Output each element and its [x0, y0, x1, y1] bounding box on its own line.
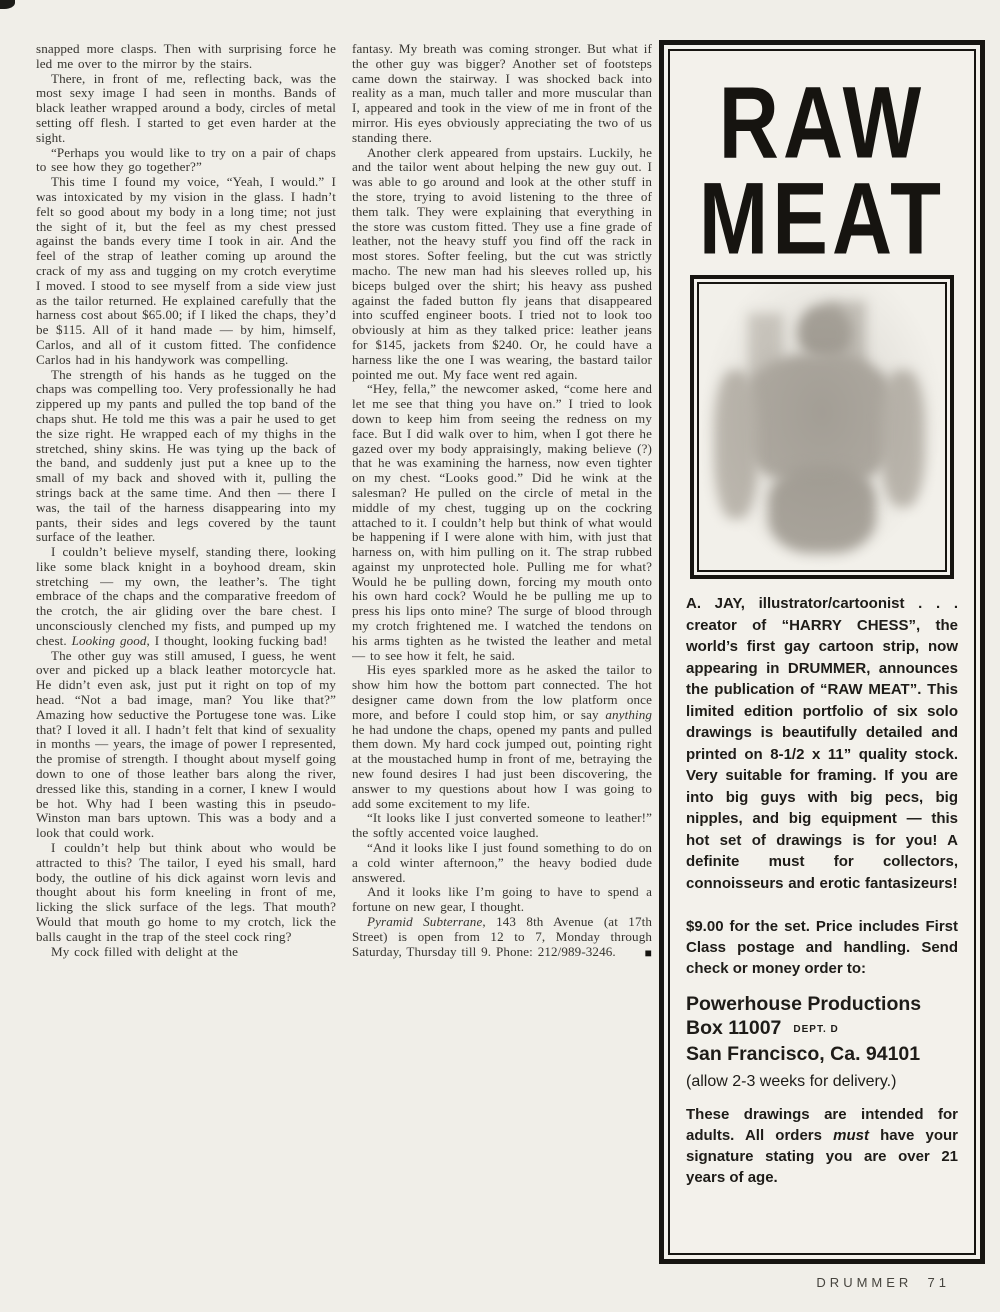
sketch-shading — [699, 284, 945, 570]
text-run: I couldn’t believe myself, standing there, looking like some black knight in a boyhood dream, skin stretching — my own, the leather’s. The tight embrace of the chaps and the comparative freedom of the crotch, the air gliding over the bare chest. I unconsciously clenched my fists, and pumped up my chest. — [36, 544, 336, 648]
text-run: , 143 8th Avenue (at 17th Street) is open from 12 to 7, Monday through Saturday, Thursday till 9. Phone: 212/989-3246. — [352, 914, 652, 959]
paragraph — [352, 382, 652, 663]
ad-address-block — [686, 992, 958, 1092]
text-run: His eyes sparkled more as he asked the tailor to show him how the bottom part connected. The hot designer came down from the low platform once more, and before I could stop him, or say — [352, 662, 652, 722]
text-run: I couldn’t help but think about who would be attracted to this? The tailor, I eyed his small, hard body, the outline of his dick against worn levis and thought about his form kneeling in front of me, licking the slick surface of the legs. That mouth? Would that mouth go home to my crotch, lick the balls caught in the trap of the steel cock ring? — [36, 840, 336, 944]
paragraph — [352, 42, 652, 146]
paragraph — [36, 42, 336, 72]
ad-dept-label: DEPT. D — [793, 1024, 839, 1035]
text-run: snapped more clasps. Then with surprising force he led me over to the mirror by the stairs. — [36, 42, 336, 71]
raw-meat-ad — [659, 40, 985, 1264]
italic-text-run: anything — [605, 706, 652, 722]
text-run: “Perhaps you would like to try on a pair of chaps to see how they go together?” — [36, 144, 336, 175]
ad-address-box — [686, 1016, 958, 1042]
text-run: The other guy was still amused, I guess, he went over and picked up a black leather motorcycle hat. He didn’t even ask, just put it right on top of my head. “Not a bad image, man? You like that?” Amazing how seductive the Portugese tone was. Like that? I loved it all. I hadn’t felt that kind of sexuality in months — years, the image of power I represented, the promise of strength. I thought about myself going down to one of those leather bars along the river, dressed like this, standing in a corner, I knew I would be hot. Why had I been wasting this in pseudo-Winston man bars uptown. This was a body and a look that could work. — [36, 647, 336, 841]
paragraph — [36, 945, 336, 960]
ad-title-line-meat: MEAT — [698, 161, 946, 276]
ad-disclaimer-part: These drawings are intended for adults. All orders — [686, 1106, 958, 1144]
ad-delivery-note: (allow 2-3 weeks for delivery.) — [686, 1073, 897, 1090]
article-column-left — [36, 42, 336, 1286]
paragraph — [352, 811, 652, 841]
text-run: Another clerk appeared from upstairs. Luckily, he and the tailor went about helping the new guy out. I was able to go around and look at the other stuff in the store, trying to avoid listening to the three of them talk. They were explaining that everything in the store was custom fitted. They use a fine grade of leather, not the heavy stuff you find off the rack in most stores. Softer feeling, but the cut was strictly macho. The new man had his sleeves rolled up, his biceps bulged over the shirt; his heavy ass pushed against the faded button fly jeans that disappeared into scuffed engineer boots. I tried not to look too obviously at him as they talked price: leather jeans for $145, jackets from $240. Or, he could have a harness like the one I was wearing, the bastard tailor pointed me out. My face went red again. — [352, 144, 652, 382]
article-column-right — [352, 42, 652, 1286]
paragraph — [352, 841, 652, 885]
ad-address-city: San Francisco, Ca. 94101 — [686, 1043, 921, 1065]
text-run: The strength of his hands as he tugged on the chaps was compelling too. Very professionally he had zippered up my pants and pulled the top band of the chaps shut. He told me this was a pair he used to get the size right. He wrapped each of my thighs in the stretched, shiny skins. He was tying up the back of the band, and suddenly just put a knee up to the small of my back and shoved with it, pulling the strings back at the same time. And then — there I was, the tail of the harness disappearing into my pants, their sides and legs covered by the taunt surface of the leather. — [36, 366, 336, 545]
text-run: “It looks like I just converted someone to leather!” the softly accented voice laughed. — [352, 810, 652, 841]
text-run: And it looks like I’m going to have to spend a fortune on new gear, I thought. — [352, 884, 652, 915]
end-of-article-mark: ■ — [644, 945, 652, 960]
ad-po-box: Box 11007 — [686, 1017, 782, 1039]
paragraph — [352, 663, 652, 811]
ad-title-line-raw: RAW — [718, 65, 926, 180]
ad-title — [686, 65, 958, 276]
paragraph — [36, 72, 336, 146]
text-run: “Hey, fella,” the newcomer asked, “come here and let me see that thing you have on.” I tried to look down to keep him from seeing the redness on my face. But I did walk over to him, when I got there he gazed over my body appraisingly, making believe (?) that he was examining the harness, now even tighter on my chest. “Looks good.” Did he wink at the salesman? He pulled on the circle of metal in the middle of my chest, tugging up on the cockring attached to it. I couldn’t help but think of what would be happening if I were alone with him, with just that harness on, with him pulling on it. The strap rubbed against my unprotected hole. Pulling me for what? Would he be pulling down, forcing my mouth onto his own hard cock? Would he be pulling me up to press his lips onto mine? The surge of blood through my crotch frightened me. I watched the tendons on his arms tighten as he twisted the leather and metal — to see how it felt, he said. — [352, 381, 652, 663]
paragraph — [352, 146, 652, 383]
ad-body-text: A. JAY, illustrator/cartoonist . . . creator of “HARRY CHESS”, the world’s first gay cartoon strip, now appearing in DRUMMER, announces the publication of “RAW MEAT”. This limited edition portfolio of six solo drawings is beautifully detailed and printed on 8-1/2 x 11” quality stock. Very suitable for framing. If you are into big guys with big pecs, big nipples, and big equipment — this hot set of drawings is for you! A definite must for collectors, connoisseurs and erotic fantasizeurs! — [686, 595, 958, 892]
ad-price-text: $9.00 for the set. Price includes First Class postage and handling. Send check or money order to: — [686, 918, 958, 977]
ad-address-name: Powerhouse Productions — [686, 993, 922, 1015]
text-run: fantasy. My breath was coming stronger. But what if the other guy was bigger? Another set of footsteps came down the stairway. I was shocked back into reality as a man, much taller and more muscular than I, appeared and took in the view of me in front of the mirror. His eyes obviously appreciating the two of us standing there. — [352, 42, 652, 145]
illustration-sketch-placeholder — [697, 282, 947, 572]
page-number-label: DRUMMER 71 — [816, 1275, 950, 1290]
italic-text-run: Pyramid Subterrane — [367, 914, 483, 930]
italic-text-run: Looking good — [71, 632, 147, 648]
paragraph — [36, 841, 336, 945]
scan-corner-speck — [0, 0, 15, 9]
ad-disclaimer-emphasis: must — [833, 1127, 869, 1144]
paragraph — [36, 146, 336, 176]
ad-disclaimer-part: have your signature stating you are over 21 years of age. — [686, 1127, 959, 1186]
paragraph — [36, 545, 336, 649]
text-run: he had undone the chaps, opened my pants and pulled them down. My hard cock jumped out, pointing right at the moustached hump in front of me, betraying the new found desires I had just been discovering, the answer to my questions about how I was going to add some excitement to my life. — [352, 721, 652, 811]
paragraph — [36, 368, 336, 546]
text-run: , I thought, looking fucking bad! — [146, 632, 328, 648]
text-run: There, in front of me, reflecting back, was the most sexy image I had seen in months. Bands of black leather wrapped around a body, circles of metal setting off flesh. I started to get even harder at the sight. — [36, 70, 336, 145]
ad-inner-frame — [668, 49, 976, 1255]
paragraph — [36, 175, 336, 367]
ad-disclaimer-text — [686, 1104, 958, 1188]
illustration-frame — [690, 275, 954, 579]
text-run: My cock filled with delight at the — [51, 943, 239, 959]
paragraph — [352, 885, 652, 915]
paragraph — [352, 915, 652, 959]
text-run: “And it looks like I just found something to do on a cold winter afternoon,” the heavy bodied dude answered. — [352, 840, 652, 885]
paragraph — [36, 649, 336, 841]
text-run: This time I found my voice, “Yeah, I would.” I was intoxicated by my vision in the glass. I hadn’t felt so good about my body in a long time; not just the sight of it, but the feel as my chest pressed against the bands every time I took in air. And the feel of the strap of leather coming up around the crack of my ass and tugging on my crotch everytime I moved. I stood to see myself from a side view just as the tailor returned. He explained carefully that the harness cost about $65.00; if I liked the chaps, they’d be $115. All of it hand made — by him, himself, Carlos, and all of it custom fitted. The confidence Carlos had in his handywork was compelling. — [36, 174, 336, 367]
